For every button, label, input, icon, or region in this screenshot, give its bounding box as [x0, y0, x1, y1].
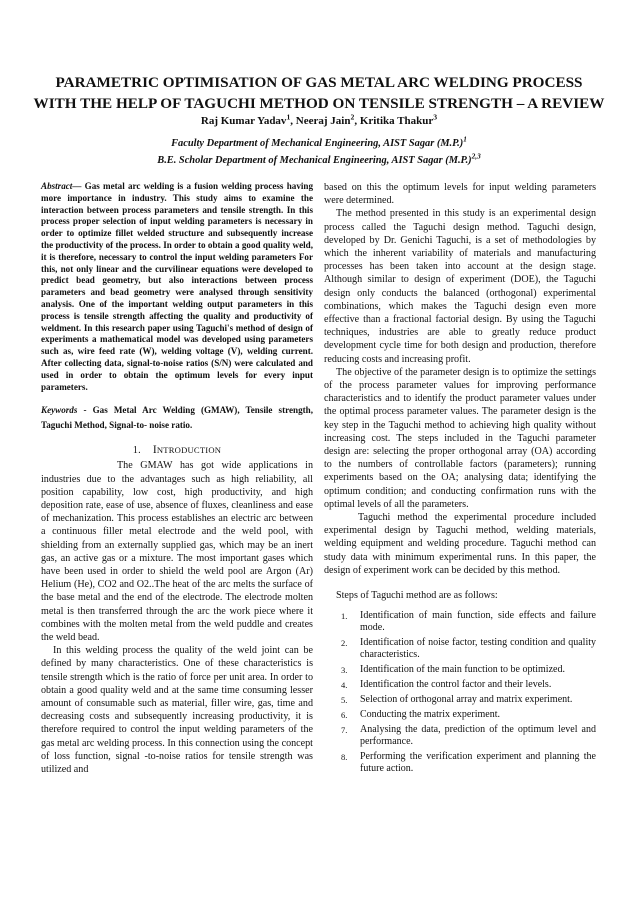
list-item [324, 724, 596, 748]
section-heading-introduction [41, 444, 313, 456]
author-2: Neeraj Jain [295, 115, 351, 127]
list-number: 7. [341, 725, 348, 736]
keywords-text: - Gas Metal Arc Welding (GMAW), Tensile strength, Taguchi Method, Signal-to- noise ratio. [41, 405, 313, 430]
list-number: 3. [341, 665, 348, 676]
introduction-body [41, 459, 313, 776]
intro-p1-first: The GMAW has got wide applications in [117, 460, 313, 472]
list-item [324, 664, 596, 676]
author-3: Kritika Thakur [359, 115, 434, 127]
keywords-label: Keywords [41, 405, 78, 416]
section-title-rest: NTRODUCTION [156, 445, 222, 456]
list-text: Analysing the data, prediction of the optimum level and performance. [360, 724, 596, 748]
list-text: Identification of main function, side effects and failure mode. [360, 610, 596, 634]
abstract-text: Gas metal arc welding is a fusion welding process having more importance in industry. This study aims to examine the interaction between process parameters and tensile strength. In this process proper selection of input welding parameters is necessary in order to optimize fillet welded structure and subsequently increase the productivity of the process. In order to obtain a good quality weld, it is therefore, necessary to control the input welding parameters For this, not only linear and the curvilinear equations were developed to predict bead geometry, but also interactions between process parameters and bead geometry were analysed through sensitivity analysis. One of the important welding output parameters in this process is tensile strength affecting the quality and productivity of weldment. In this research paper using Taguchi's method of design of experiments a mathematical model was developed using parameters such as, wire feed rate (W), welding voltage (V), welding current. After collecting data, signal-to-noise ratios (S/N) were calculated and used in order to obtain the optimum levels for every input parameters. [41, 181, 313, 392]
author-2-sup: 2 [350, 112, 355, 122]
section-number: 1. [132, 445, 141, 457]
affiliation-1-sup: 1 [463, 135, 467, 144]
list-number: 4. [341, 680, 348, 691]
abstract-label: Abstract— [41, 181, 82, 191]
right-column [324, 181, 596, 778]
intro-paragraph-2: In this welding process the quality of the weld joint can be defined by many characteristics. One of these characteristics is tensile strength which is the ratio of force per unit area. In order to obtain a good quality weld and at the same time consuming lesser amount of consumable such as material, filler wire, gas, time and decreasing costs and subsequently increasing productivity, it is therefore required to control the input welding parameters of the gas metal arc welding process. In this connection using the concept of loss function, signal -to-noise ratios for tensile strength was utilized and [41, 645, 313, 776]
abstract [41, 181, 313, 393]
list-text: Identification of noise factor, testing condition and quality characteristics. [360, 637, 596, 661]
list-text: Identification the control factor and their levels. [360, 679, 552, 691]
section-first-letter: I [152, 444, 157, 457]
list-text: Selection of orthogonal array and matrix experiment. [360, 694, 573, 706]
list-text: Conducting the matrix experiment. [360, 709, 500, 721]
right-paragraph-1: based on this the optimum levels for input welding parameters were determined. [324, 182, 596, 207]
list-item [324, 709, 596, 721]
list-item [324, 610, 596, 634]
taguchi-steps-list [324, 610, 596, 775]
list-item [324, 751, 596, 775]
keywords [41, 403, 313, 432]
author-1: Raj Kumar Yadav [200, 115, 287, 127]
paper-title [0, 72, 638, 114]
intro-paragraph-1 [41, 459, 313, 644]
list-item [324, 679, 596, 691]
intro-p1-rest: industries due to the advantages such as high reliability, all position capability, low cost, high productivity, and high deposition rate, ease of use, absence of fluxes, cleanliness and ease of mechanization. This process establishes an electric arc between a continuous filler metal electrode and the weld pool, with shielding from an externally supplied gas, which may be an inert gas, an active gas or a mixture. The most important gases which have been used in order to shield the weld pool are Argon (Ar) Helium (He), CO2 and O2..The heat of the arc melts the surface of the base metal and the end of the electrode. The electrode molten metal is then transferred through the arc the work piece where it combines with the molten metal from the weld puddle and creates the weld bead. [41, 473, 313, 643]
title-line-1: PARAMETRIC OPTIMISATION OF GAS METAL ARC WELDING PROCESS [55, 74, 583, 91]
left-column [41, 181, 313, 776]
list-number: 8. [341, 752, 348, 763]
author-list: Raj Kumar Yadav$^1$, Neeraj Jain$^2$, Kritika Thakur$^3$ [200, 112, 438, 127]
right-paragraph-2: The method presented in this study is an experimental design process called the Taguchi design method. Taguchi design, developed by Dr. Genichi Taguchi, is a set of methodologies by which the inherent variability of materials and manufacturing processes has been taken into account at the design stage. Although similar to design of experiment (DOE), the Taguchi design only conducts the balanced (orthogonal) experimental combinations, which makes the Taguchi design even more effective than a fractional factorial design. By using the Taguchi techniques, industries are able to greatly reduce product development cycle time for both design and production, therefore reducing costs and increasing profit. [324, 208, 596, 365]
list-text: Performing the verification experiment and planning the future action. [360, 751, 596, 775]
affiliation-1-text: Faculty Department of Mechanical Engineering, AIST Sagar (M.P.) [171, 138, 464, 149]
affiliation-1 [0, 137, 638, 150]
author-1-sup: 1 [286, 112, 291, 122]
list-number: 1. [341, 611, 348, 622]
list-number: 6. [341, 710, 348, 721]
list-item [324, 694, 596, 706]
affiliation-2-sup: 2,3 [471, 152, 481, 161]
list-number: 2. [341, 638, 348, 649]
right-paragraph-3: The objective of the parameter design is to optimize the settings of the process parameter values for improving performance characteristics and to identify the product parameter values under the optimal process parameter values. The parameter design is the key step in the Taguchi method to achieving high quality without increasing cost. The steps included in the Taguchi parameter design are: selecting the proper orthogonal array (OA) according to the numbers of controllable factors (parameters); running experiments based on the OA; analysing data; identifying the optimum condition; and conducting confirmation runs with the optimal levels of all the parameters. [324, 366, 596, 510]
affiliation-2 [0, 154, 638, 167]
affiliation-2-text: B.E. Scholar Department of Mechanical Engineering, AIST Sagar (M.P.) [157, 155, 472, 166]
steps-intro: Steps of Taguchi method are as follows: [336, 590, 498, 602]
author-3-sup: 3 [433, 112, 438, 122]
title-line-2: WITH THE HELP OF TAGUCHI METHOD ON TENSILE STRENGTH – A REVIEW [33, 95, 605, 112]
list-number: 5. [341, 695, 348, 706]
right-paragraph-4: Taguchi method the experimental procedure included experimental design by Taguchi method, welding materials, welding equipment and welding procedure. Taguchi method can study data with minimum experimental runs. In this paper, the design of experiment work can be decided by this method. [324, 512, 596, 576]
list-text: Identification of the main function to be optimized. [360, 664, 565, 676]
list-item [324, 637, 596, 661]
